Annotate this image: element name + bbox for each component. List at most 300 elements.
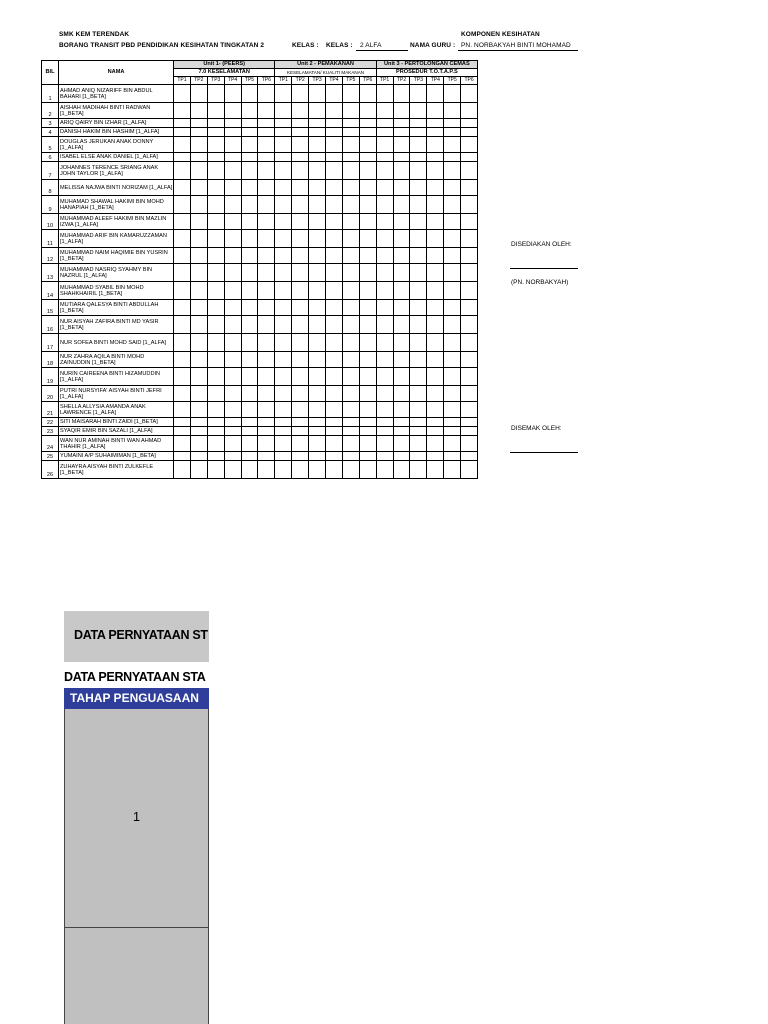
score-cell[interactable]: [427, 248, 444, 264]
score-cell[interactable]: [359, 427, 376, 436]
score-cell[interactable]: [292, 436, 309, 452]
score-cell[interactable]: [241, 248, 258, 264]
score-cell[interactable]: [258, 230, 275, 248]
score-cell[interactable]: [326, 119, 343, 128]
score-cell[interactable]: [359, 230, 376, 248]
score-cell[interactable]: [342, 230, 359, 248]
score-cell[interactable]: [292, 452, 309, 461]
score-cell[interactable]: [207, 418, 224, 427]
score-cell[interactable]: [275, 436, 292, 452]
score-cell[interactable]: [342, 352, 359, 368]
score-cell[interactable]: [207, 452, 224, 461]
score-cell[interactable]: [410, 316, 427, 334]
score-cell[interactable]: [309, 162, 326, 180]
score-cell[interactable]: [292, 137, 309, 153]
score-cell[interactable]: [427, 427, 444, 436]
score-cell[interactable]: [444, 196, 461, 214]
score-cell[interactable]: [224, 103, 241, 119]
score-cell[interactable]: [309, 300, 326, 316]
score-cell[interactable]: [410, 427, 427, 436]
score-cell[interactable]: [207, 334, 224, 352]
score-cell[interactable]: [292, 352, 309, 368]
score-cell[interactable]: [275, 85, 292, 103]
score-cell[interactable]: [359, 368, 376, 386]
score-cell[interactable]: [207, 137, 224, 153]
score-cell[interactable]: [376, 128, 393, 137]
score-cell[interactable]: [241, 334, 258, 352]
score-cell[interactable]: [292, 103, 309, 119]
score-cell[interactable]: [461, 282, 478, 300]
score-cell[interactable]: [444, 352, 461, 368]
score-cell[interactable]: [309, 386, 326, 402]
score-cell[interactable]: [376, 368, 393, 386]
score-cell[interactable]: [224, 214, 241, 230]
score-cell[interactable]: [275, 461, 292, 479]
score-cell[interactable]: [174, 316, 191, 334]
score-cell[interactable]: [207, 230, 224, 248]
score-cell[interactable]: [275, 128, 292, 137]
score-cell[interactable]: [393, 300, 410, 316]
score-cell[interactable]: [292, 334, 309, 352]
score-cell[interactable]: [393, 368, 410, 386]
score-cell[interactable]: [376, 402, 393, 418]
score-cell[interactable]: [410, 402, 427, 418]
score-cell[interactable]: [461, 162, 478, 180]
score-cell[interactable]: [190, 418, 207, 427]
score-cell[interactable]: [190, 103, 207, 119]
score-cell[interactable]: [410, 300, 427, 316]
score-cell[interactable]: [444, 103, 461, 119]
score-cell[interactable]: [207, 402, 224, 418]
score-cell[interactable]: [190, 282, 207, 300]
score-cell[interactable]: [393, 418, 410, 427]
score-cell[interactable]: [241, 264, 258, 282]
score-cell[interactable]: [275, 368, 292, 386]
score-cell[interactable]: [174, 402, 191, 418]
score-cell[interactable]: [241, 452, 258, 461]
score-cell[interactable]: [410, 162, 427, 180]
score-cell[interactable]: [292, 180, 309, 196]
score-cell[interactable]: [241, 316, 258, 334]
score-cell[interactable]: [359, 85, 376, 103]
score-cell[interactable]: [444, 461, 461, 479]
score-cell[interactable]: [393, 334, 410, 352]
score-cell[interactable]: [174, 180, 191, 196]
score-cell[interactable]: [309, 316, 326, 334]
score-cell[interactable]: [326, 153, 343, 162]
score-cell[interactable]: [174, 85, 191, 103]
score-cell[interactable]: [376, 85, 393, 103]
score-cell[interactable]: [342, 264, 359, 282]
score-cell[interactable]: [224, 368, 241, 386]
score-cell[interactable]: [258, 452, 275, 461]
score-cell[interactable]: [427, 282, 444, 300]
score-cell[interactable]: [309, 402, 326, 418]
score-cell[interactable]: [224, 352, 241, 368]
score-cell[interactable]: [309, 128, 326, 137]
score-cell[interactable]: [359, 402, 376, 418]
score-cell[interactable]: [427, 180, 444, 196]
score-cell[interactable]: [207, 103, 224, 119]
score-cell[interactable]: [326, 452, 343, 461]
score-cell[interactable]: [174, 300, 191, 316]
score-cell[interactable]: [241, 418, 258, 427]
score-cell[interactable]: [359, 461, 376, 479]
score-cell[interactable]: [376, 264, 393, 282]
score-cell[interactable]: [275, 352, 292, 368]
score-cell[interactable]: [376, 214, 393, 230]
score-cell[interactable]: [427, 128, 444, 137]
score-cell[interactable]: [174, 386, 191, 402]
score-cell[interactable]: [410, 352, 427, 368]
score-cell[interactable]: [190, 137, 207, 153]
score-cell[interactable]: [326, 180, 343, 196]
score-cell[interactable]: [224, 248, 241, 264]
score-cell[interactable]: [190, 196, 207, 214]
score-cell[interactable]: [376, 137, 393, 153]
score-cell[interactable]: [461, 368, 478, 386]
score-cell[interactable]: [224, 427, 241, 436]
score-cell[interactable]: [461, 352, 478, 368]
score-cell[interactable]: [444, 85, 461, 103]
score-cell[interactable]: [342, 368, 359, 386]
score-cell[interactable]: [275, 162, 292, 180]
score-cell[interactable]: [461, 436, 478, 452]
score-cell[interactable]: [410, 119, 427, 128]
score-cell[interactable]: [309, 119, 326, 128]
score-cell[interactable]: [376, 153, 393, 162]
score-cell[interactable]: [190, 230, 207, 248]
score-cell[interactable]: [444, 427, 461, 436]
score-cell[interactable]: [444, 452, 461, 461]
score-cell[interactable]: [224, 282, 241, 300]
score-cell[interactable]: [427, 316, 444, 334]
score-cell[interactable]: [342, 300, 359, 316]
score-cell[interactable]: [258, 85, 275, 103]
score-cell[interactable]: [309, 214, 326, 230]
score-cell[interactable]: [190, 402, 207, 418]
score-cell[interactable]: [275, 264, 292, 282]
score-cell[interactable]: [275, 248, 292, 264]
score-cell[interactable]: [427, 352, 444, 368]
score-cell[interactable]: [410, 461, 427, 479]
score-cell[interactable]: [258, 436, 275, 452]
score-cell[interactable]: [174, 334, 191, 352]
score-cell[interactable]: [207, 427, 224, 436]
score-cell[interactable]: [359, 352, 376, 368]
score-cell[interactable]: [359, 316, 376, 334]
score-cell[interactable]: [326, 137, 343, 153]
score-cell[interactable]: [275, 180, 292, 196]
score-cell[interactable]: [190, 180, 207, 196]
score-cell[interactable]: [326, 196, 343, 214]
score-cell[interactable]: [359, 137, 376, 153]
score-cell[interactable]: [410, 282, 427, 300]
score-cell[interactable]: [174, 452, 191, 461]
score-cell[interactable]: [376, 282, 393, 300]
score-cell[interactable]: [207, 352, 224, 368]
score-cell[interactable]: [376, 248, 393, 264]
score-cell[interactable]: [190, 300, 207, 316]
score-cell[interactable]: [224, 300, 241, 316]
score-cell[interactable]: [190, 427, 207, 436]
score-cell[interactable]: [444, 180, 461, 196]
score-cell[interactable]: [461, 452, 478, 461]
score-cell[interactable]: [258, 180, 275, 196]
score-cell[interactable]: [241, 180, 258, 196]
score-cell[interactable]: [444, 402, 461, 418]
score-cell[interactable]: [326, 386, 343, 402]
score-cell[interactable]: [376, 352, 393, 368]
score-cell[interactable]: [359, 180, 376, 196]
score-cell[interactable]: [461, 85, 478, 103]
score-cell[interactable]: [258, 153, 275, 162]
score-cell[interactable]: [309, 418, 326, 427]
score-cell[interactable]: [224, 452, 241, 461]
score-cell[interactable]: [444, 368, 461, 386]
score-cell[interactable]: [326, 368, 343, 386]
score-cell[interactable]: [190, 128, 207, 137]
score-cell[interactable]: [427, 119, 444, 128]
score-cell[interactable]: [241, 128, 258, 137]
score-cell[interactable]: [241, 368, 258, 386]
score-cell[interactable]: [393, 436, 410, 452]
score-cell[interactable]: [275, 386, 292, 402]
score-cell[interactable]: [258, 248, 275, 264]
score-cell[interactable]: [275, 452, 292, 461]
score-cell[interactable]: [326, 402, 343, 418]
score-cell[interactable]: [461, 153, 478, 162]
score-cell[interactable]: [292, 402, 309, 418]
score-cell[interactable]: [359, 386, 376, 402]
score-cell[interactable]: [410, 128, 427, 137]
score-cell[interactable]: [427, 230, 444, 248]
score-cell[interactable]: [326, 214, 343, 230]
score-cell[interactable]: [461, 214, 478, 230]
score-cell[interactable]: [427, 196, 444, 214]
score-cell[interactable]: [410, 452, 427, 461]
score-cell[interactable]: [427, 461, 444, 479]
score-cell[interactable]: [292, 282, 309, 300]
score-cell[interactable]: [376, 103, 393, 119]
score-cell[interactable]: [410, 230, 427, 248]
score-cell[interactable]: [309, 248, 326, 264]
score-cell[interactable]: [275, 418, 292, 427]
score-cell[interactable]: [461, 128, 478, 137]
score-cell[interactable]: [376, 162, 393, 180]
score-cell[interactable]: [461, 300, 478, 316]
score-cell[interactable]: [376, 452, 393, 461]
score-cell[interactable]: [359, 103, 376, 119]
score-cell[interactable]: [275, 402, 292, 418]
score-cell[interactable]: [359, 214, 376, 230]
score-cell[interactable]: [207, 386, 224, 402]
score-cell[interactable]: [174, 162, 191, 180]
score-cell[interactable]: [410, 153, 427, 162]
score-cell[interactable]: [427, 452, 444, 461]
score-cell[interactable]: [190, 334, 207, 352]
score-cell[interactable]: [309, 352, 326, 368]
score-cell[interactable]: [410, 85, 427, 103]
score-cell[interactable]: [174, 368, 191, 386]
score-cell[interactable]: [292, 264, 309, 282]
score-cell[interactable]: [342, 334, 359, 352]
score-cell[interactable]: [309, 230, 326, 248]
score-cell[interactable]: [444, 282, 461, 300]
score-cell[interactable]: [275, 230, 292, 248]
score-cell[interactable]: [190, 368, 207, 386]
score-cell[interactable]: [326, 85, 343, 103]
score-cell[interactable]: [359, 452, 376, 461]
score-cell[interactable]: [292, 248, 309, 264]
score-cell[interactable]: [190, 153, 207, 162]
score-cell[interactable]: [224, 461, 241, 479]
score-cell[interactable]: [376, 386, 393, 402]
score-cell[interactable]: [258, 282, 275, 300]
score-cell[interactable]: [292, 214, 309, 230]
score-cell[interactable]: [342, 248, 359, 264]
score-cell[interactable]: [359, 300, 376, 316]
score-cell[interactable]: [393, 402, 410, 418]
score-cell[interactable]: [326, 436, 343, 452]
score-cell[interactable]: [224, 316, 241, 334]
score-cell[interactable]: [224, 230, 241, 248]
score-cell[interactable]: [309, 461, 326, 479]
score-cell[interactable]: [224, 264, 241, 282]
score-cell[interactable]: [207, 368, 224, 386]
score-cell[interactable]: [275, 334, 292, 352]
score-cell[interactable]: [190, 452, 207, 461]
score-cell[interactable]: [427, 137, 444, 153]
score-cell[interactable]: [444, 418, 461, 427]
score-cell[interactable]: [393, 427, 410, 436]
score-cell[interactable]: [207, 436, 224, 452]
score-cell[interactable]: [326, 103, 343, 119]
score-cell[interactable]: [207, 162, 224, 180]
score-cell[interactable]: [427, 162, 444, 180]
score-cell[interactable]: [393, 103, 410, 119]
score-cell[interactable]: [461, 137, 478, 153]
score-cell[interactable]: [241, 103, 258, 119]
score-cell[interactable]: [461, 196, 478, 214]
score-cell[interactable]: [410, 386, 427, 402]
score-cell[interactable]: [190, 264, 207, 282]
score-cell[interactable]: [393, 282, 410, 300]
score-cell[interactable]: [444, 153, 461, 162]
score-cell[interactable]: [275, 214, 292, 230]
score-cell[interactable]: [376, 418, 393, 427]
score-cell[interactable]: [241, 461, 258, 479]
score-cell[interactable]: [258, 119, 275, 128]
score-cell[interactable]: [393, 248, 410, 264]
score-cell[interactable]: [410, 248, 427, 264]
score-cell[interactable]: [342, 427, 359, 436]
score-cell[interactable]: [174, 119, 191, 128]
score-cell[interactable]: [275, 153, 292, 162]
score-cell[interactable]: [174, 137, 191, 153]
score-cell[interactable]: [444, 300, 461, 316]
score-cell[interactable]: [190, 386, 207, 402]
score-cell[interactable]: [359, 196, 376, 214]
score-cell[interactable]: [174, 103, 191, 119]
score-cell[interactable]: [461, 386, 478, 402]
score-cell[interactable]: [292, 427, 309, 436]
score-cell[interactable]: [461, 402, 478, 418]
score-cell[interactable]: [359, 128, 376, 137]
score-cell[interactable]: [275, 119, 292, 128]
score-cell[interactable]: [342, 128, 359, 137]
score-cell[interactable]: [376, 334, 393, 352]
score-cell[interactable]: [241, 162, 258, 180]
score-cell[interactable]: [342, 436, 359, 452]
score-cell[interactable]: [393, 352, 410, 368]
score-cell[interactable]: [275, 300, 292, 316]
score-cell[interactable]: [309, 196, 326, 214]
score-cell[interactable]: [461, 230, 478, 248]
score-cell[interactable]: [241, 300, 258, 316]
score-cell[interactable]: [393, 128, 410, 137]
score-cell[interactable]: [410, 368, 427, 386]
score-cell[interactable]: [207, 461, 224, 479]
score-cell[interactable]: [275, 103, 292, 119]
score-cell[interactable]: [309, 334, 326, 352]
score-cell[interactable]: [376, 316, 393, 334]
score-cell[interactable]: [427, 402, 444, 418]
score-cell[interactable]: [342, 180, 359, 196]
score-cell[interactable]: [174, 436, 191, 452]
score-cell[interactable]: [326, 300, 343, 316]
score-cell[interactable]: [174, 128, 191, 137]
score-cell[interactable]: [174, 418, 191, 427]
score-cell[interactable]: [342, 402, 359, 418]
score-cell[interactable]: [410, 214, 427, 230]
score-cell[interactable]: [207, 264, 224, 282]
score-cell[interactable]: [427, 214, 444, 230]
score-cell[interactable]: [342, 119, 359, 128]
score-cell[interactable]: [342, 214, 359, 230]
score-cell[interactable]: [224, 196, 241, 214]
score-cell[interactable]: [241, 427, 258, 436]
score-cell[interactable]: [376, 300, 393, 316]
score-cell[interactable]: [342, 386, 359, 402]
score-cell[interactable]: [410, 264, 427, 282]
score-cell[interactable]: [224, 162, 241, 180]
score-cell[interactable]: [461, 180, 478, 196]
score-cell[interactable]: [444, 386, 461, 402]
score-cell[interactable]: [342, 461, 359, 479]
score-cell[interactable]: [309, 452, 326, 461]
score-cell[interactable]: [258, 386, 275, 402]
score-cell[interactable]: [258, 334, 275, 352]
score-cell[interactable]: [326, 230, 343, 248]
score-cell[interactable]: [342, 137, 359, 153]
score-cell[interactable]: [224, 386, 241, 402]
score-cell[interactable]: [376, 180, 393, 196]
score-cell[interactable]: [224, 137, 241, 153]
score-cell[interactable]: [326, 316, 343, 334]
score-cell[interactable]: [309, 103, 326, 119]
score-cell[interactable]: [292, 368, 309, 386]
score-cell[interactable]: [427, 368, 444, 386]
score-cell[interactable]: [292, 85, 309, 103]
score-cell[interactable]: [342, 103, 359, 119]
score-cell[interactable]: [342, 282, 359, 300]
score-cell[interactable]: [427, 418, 444, 427]
score-cell[interactable]: [342, 153, 359, 162]
score-cell[interactable]: [427, 300, 444, 316]
score-cell[interactable]: [359, 162, 376, 180]
score-cell[interactable]: [275, 196, 292, 214]
